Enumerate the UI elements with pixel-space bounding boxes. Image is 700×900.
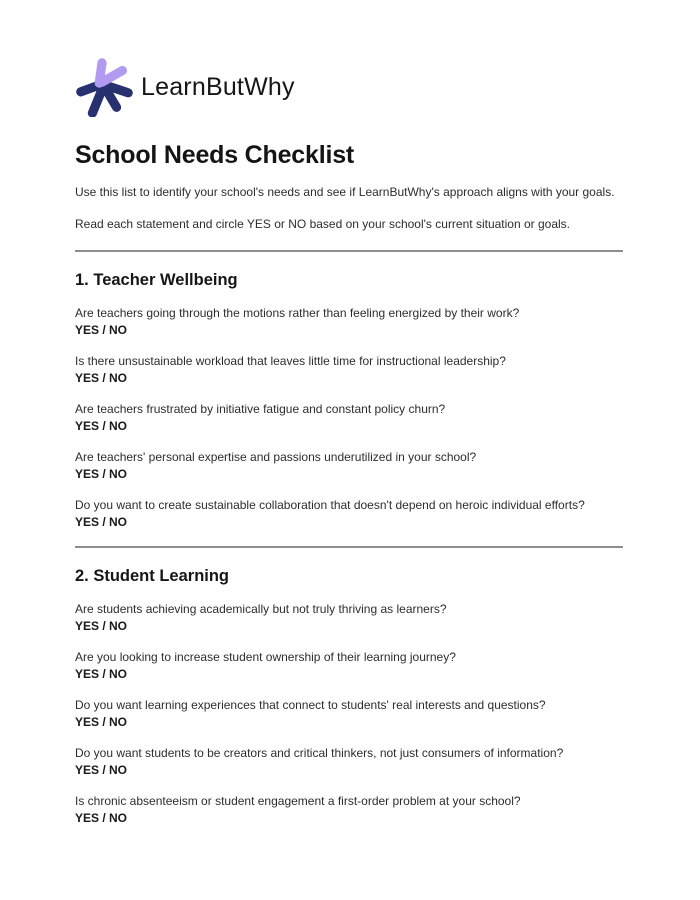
intro-paragraph-1: Use this list to identify your school's needs and see if LearnButWhy's approach aligns with your goals. [75, 185, 615, 199]
yes-no-options: YES / NO [75, 466, 128, 481]
yes-no-options: YES / NO [75, 418, 128, 433]
question-text: Are teachers going through the motions rather than feeling energized by their work? [75, 306, 520, 320]
section-divider-1 [75, 250, 623, 252]
section-heading: 1. Teacher Wellbeing [75, 271, 238, 289]
yes-no-options: YES / NO [75, 514, 128, 529]
checklist-item [75, 305, 623, 338]
checklist-item [75, 401, 623, 434]
page-title: School Needs Checklist [75, 141, 355, 169]
question-text: Do you want students to be creators and critical thinkers, not just consumers of information? [75, 746, 564, 760]
question-text: Is there unsustainable workload that leaves little time for instructional leadership? [75, 354, 506, 368]
question-text: Is chronic absenteeism or student engagement a first-order problem at your school? [75, 794, 521, 808]
yes-no-options: YES / NO [75, 810, 128, 825]
checklist-item [75, 601, 623, 634]
checklist-item [75, 449, 623, 482]
section-divider-2 [75, 546, 623, 548]
checklist-item [75, 745, 623, 778]
checklist-item [75, 793, 623, 826]
intro-paragraph-2: Read each statement and circle YES or NO based on your school's current situation or goals. [75, 217, 570, 231]
question-text: Are you looking to increase student ownership of their learning journey? [75, 650, 456, 664]
yes-no-options: YES / NO [75, 370, 128, 385]
yes-no-options: YES / NO [75, 666, 128, 681]
section-student-learning [75, 566, 623, 826]
yes-no-options: YES / NO [75, 322, 128, 337]
checklist-item [75, 697, 623, 730]
question-text: Are teachers' personal expertise and passions underutilized in your school? [75, 450, 477, 464]
yes-no-options: YES / NO [75, 714, 128, 729]
brand-name: LearnButWhy [141, 72, 295, 101]
checklist-item [75, 649, 623, 682]
yes-no-options: YES / NO [75, 762, 128, 777]
learnbutwhy-logo-icon [75, 57, 133, 117]
question-text: Do you want to create sustainable collaboration that doesn't depend on heroic individual efforts? [75, 498, 585, 512]
question-text: Are students achieving academically but not truly thriving as learners? [75, 602, 447, 616]
question-text: Do you want learning experiences that connect to students' real interests and questions? [75, 698, 546, 712]
question-text: Are teachers frustrated by initiative fatigue and constant policy churn? [75, 402, 446, 416]
section-heading: 2. Student Learning [75, 567, 230, 585]
section-teacher-wellbeing [75, 270, 623, 530]
checklist-item [75, 353, 623, 386]
brand-logo [75, 57, 623, 117]
checklist-item [75, 497, 623, 530]
yes-no-options: YES / NO [75, 618, 128, 633]
